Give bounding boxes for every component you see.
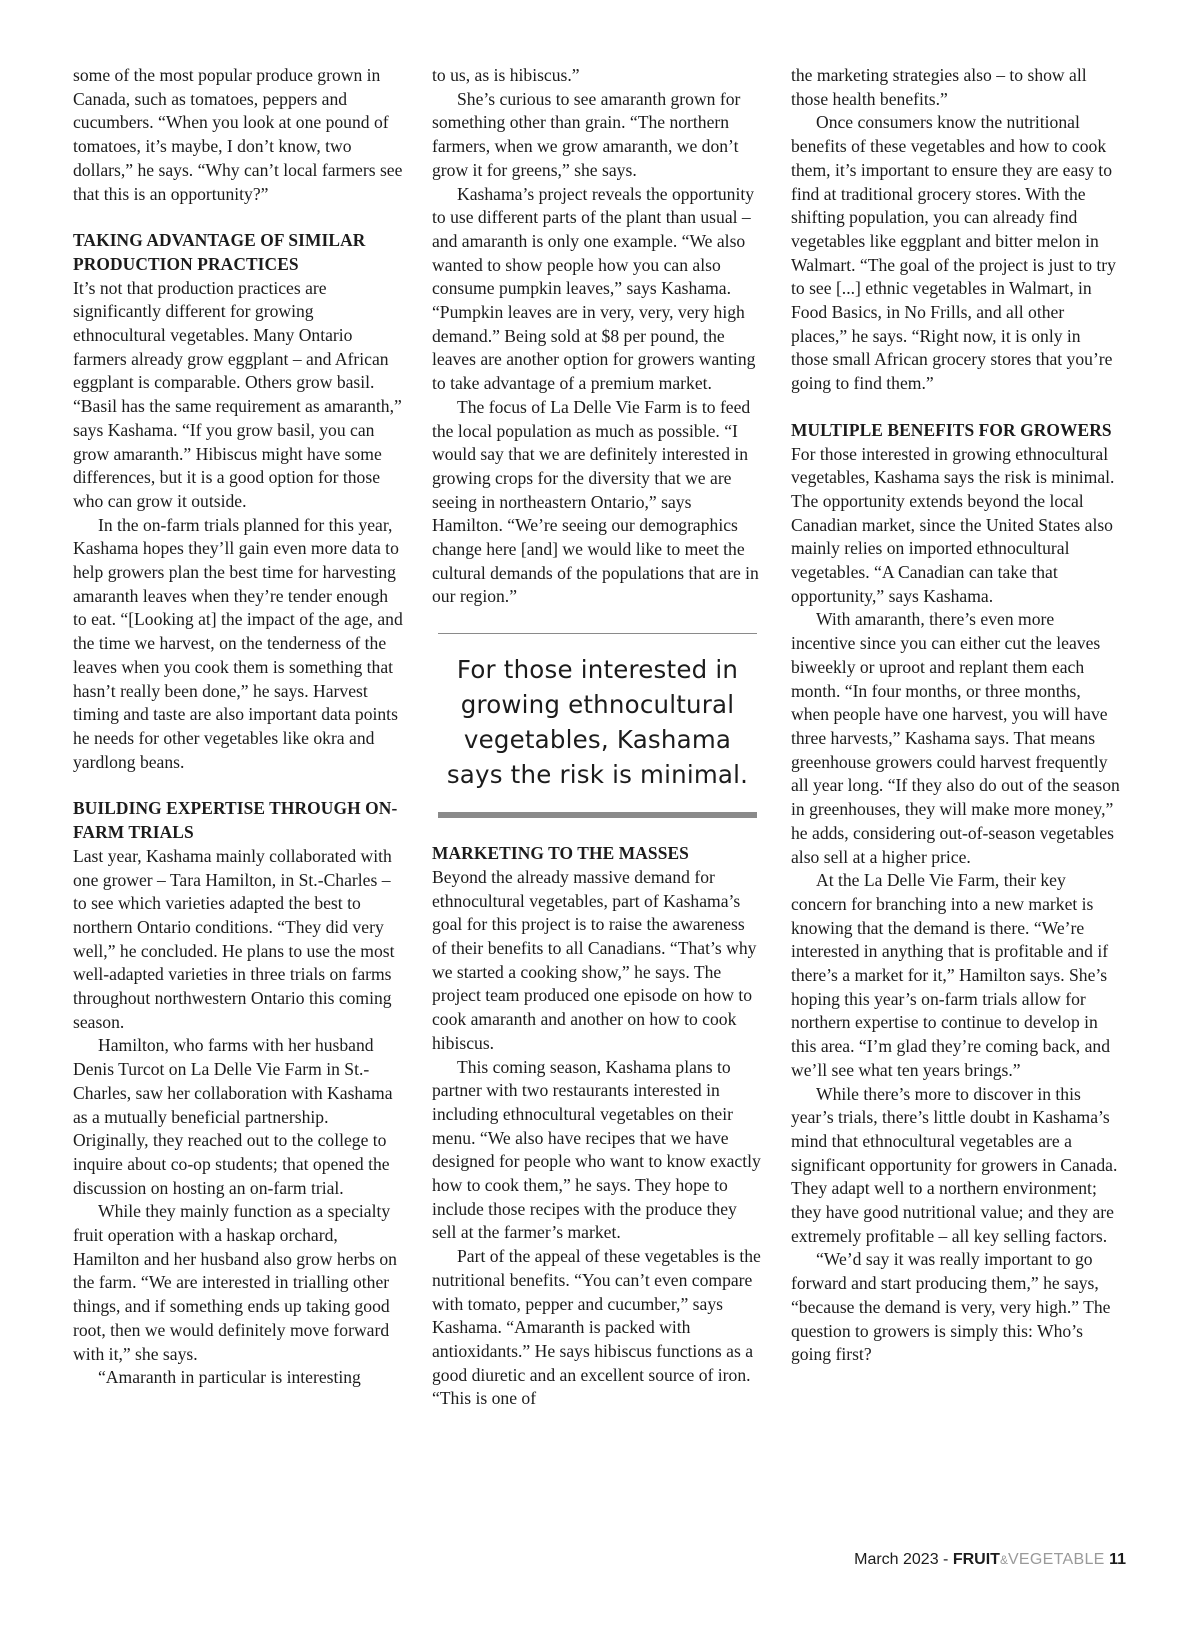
pull-quote-text: For those interested in growing ethnocultural vegetables, Kashama says the risk is minimal. xyxy=(446,655,749,790)
paragraph: “Amaranth in particular is interesting xyxy=(98,1367,361,1388)
issue-date: March 2023 - xyxy=(854,1551,949,1568)
article-column-1 xyxy=(73,64,404,1390)
section-heading: TAKING ADVANTAGE OF SIMILAR PRODUCTION PRACTICES xyxy=(73,230,366,274)
pull-quote-bottom-rule xyxy=(438,812,757,818)
paragraph: She’s curious to see amaranth grown for something other than grain. “The northern farmers, when we grow amaranth, we don’t grow it for greens,” she says. xyxy=(432,88,741,180)
magazine-name-fruit: FRUIT xyxy=(952,1551,1000,1568)
section-heading: MARKETING TO THE MASSES xyxy=(432,843,689,864)
page-number: 11 xyxy=(1109,1551,1126,1568)
article-column-2 xyxy=(432,64,763,1411)
magazine-name-ampersand: & xyxy=(999,1553,1008,1567)
pull-quote xyxy=(438,633,757,818)
paragraph: For those interested in growing ethnocultural vegetables, Kashama says the risk is minimal. The opportunity extends beyond the local Canadian market, since the United States also mainly relies on imported ethnocultural vegetables. “A Canadian can take that opportunity,” says Kashama. xyxy=(791,443,1115,606)
paragraph: “We’d say it was really important to go forward and start producing them,” he says, “because the demand is very, very high.” The question to growers is simply this: Who’s going first? xyxy=(791,1249,1111,1365)
paragraph: the marketing strategies also – to show all those health benefits.” xyxy=(791,65,1087,109)
section-heading: MULTIPLE BENEFITS FOR GROWERS xyxy=(791,419,1112,440)
page-footer xyxy=(854,1551,1126,1569)
paragraph: Kashama’s project reveals the opportunity to use different parts of the plant than usual – and amaranth is only one example. “We also wanted to show people how you can also consume pumpkin leaves,” says Kashama. “Pumpkin leaves are in very, very, very high demand.” Being sold at $8 per pound, the leaves are another option for growers wanting to take advantage of a premium market. xyxy=(432,183,756,394)
paragraph: This coming season, Kashama plans to partner with two restaurants interested in including ethnocultural vegetables on their menu. “We also have recipes that we have designed for people who want to know exactly how to cook them,” he says. They hope to include those recipes with the produce they sell at the farmer’s market. xyxy=(432,1056,761,1243)
paragraph: In the on-farm trials planned for this year, Kashama hopes they’ll gain even more data to help growers plan the best time for harvesting amaranth leaves when they’re tender enough to eat. “[Looking at] the impact of the age, and the time we harvest, on the tenderness of the leaves when you cook them is something that hasn’t really been done,” he says. Harvest timing and taste are also important data points he needs for other vegetables like okra and yardlong beans. xyxy=(73,514,403,772)
section-heading: BUILDING EXPERTISE THROUGH ON-FARM TRIALS xyxy=(73,798,398,843)
paragraph: Once consumers know the nutritional benefits of these vegetables and how to cook them, it’s important to ensure they are easy to find at traditional grocery stores. With the shifting population, you can already find vegetables like eggplant and bitter melon in Walmart. “The goal of the project is just to try to see [...] ethnic vegetables in Walmart, in Food Basics, in No Frills, and all other places,” he says. “Right now, it is only in those small African grocery stores that you’re going to find them.” xyxy=(791,112,1116,394)
paragraph: While there’s more to discover in this year’s trials, there’s little doubt in Kashama’s mind that ethnocultural vegetables are a significant opportunity for growers in Canada. They adapt well to a northern environment; they have good nutritional value; and they are extremely profitable – all key selling factors. xyxy=(791,1083,1118,1246)
article-column-3 xyxy=(791,64,1122,1367)
paragraph: Hamilton, who farms with her husband Denis Turcot on La Delle Vie Farm in St.-Charles, saw her collaboration with Kashama as a mutually beneficial partnership. Originally, they reached out to the college to inquire about co-op students; that opened the discussion on hosting an on-farm trial. xyxy=(73,1035,393,1198)
paragraph: At the La Delle Vie Farm, their key concern for branching into a new market is knowing that the demand is there. “We’re interested in anything that is profitable and if there’s a market for it,” Hamilton says. She’s hoping this year’s on-farm trials allow for northern expertise to continue to develop in this area. “I’m glad they’re coming back, and we’ll see what ten years brings.” xyxy=(791,870,1110,1080)
paragraph: to us, as is hibiscus.” xyxy=(432,65,580,85)
magazine-name-vegetable: VEGETABLE xyxy=(1007,1551,1105,1568)
paragraph: Beyond the already massive demand for ethnocultural vegetables, part of Kashama’s goal for this project is to raise the awareness of their benefits to all Canadians. “That’s why we started a cooking show,” he says. The project team produced one episode on how to cook amaranth and another on how to cook hibiscus. xyxy=(432,866,757,1053)
paragraph: It’s not that production practices are significantly different for growing ethnocultural vegetables. Many Ontario farmers already grow eggplant – and African eggplant is comparable. Others grow basil. “Basil has the same requirement as amaranth,” says Kashama. “If you grow basil, you can grow amaranth.” Hibiscus might have some differences, but it is a good option for those who can grow it outside. xyxy=(73,277,402,511)
paragraph: Part of the appeal of these vegetables is the nutritional benefits. “You can’t even compare with tomato, pepper and cucumber,” says Kashama. “Amaranth is packed with antioxidants.” He says hibiscus functions as a good diuretic and an excellent source of iron. “This is one of xyxy=(432,1246,761,1409)
paragraph: Last year, Kashama mainly collaborated with one grower – Tara Hamilton, in St.-Charles – to see which varieties adapted the best to northern Ontario conditions. “They did very well,” he concluded. He plans to use the most well-adapted varieties in three trials on farms throughout northwestern Ontario this coming season. xyxy=(73,845,395,1032)
paragraph: While they mainly function as a specialty fruit operation with a haskap orchard, Hamilton and her husband also grow herbs on the farm. “We are interested in trialling other things, and if something ends up taking good root, then we would definitely move forward with it,” she says. xyxy=(73,1201,397,1364)
paragraph: some of the most popular produce grown in Canada, such as tomatoes, peppers and cucumbers. “When you look at one pound of tomatoes, it’s maybe, I don’t know, two dollars,” he says. “Why can’t local farmers see that this is an opportunity?” xyxy=(73,65,403,204)
paragraph: The focus of La Delle Vie Farm is to feed the local population as much as possible. “I would say that we are definitely interested in growing crops for the diversity that we are seeing in northeastern Ontario,” says Hamilton. “We’re seeing our demographics change here [and] we would like to meet the cultural demands of the populations that are in our region.” xyxy=(432,396,759,607)
paragraph: With amaranth, there’s even more incentive since you can either cut the leaves biweekly or uproot and replant them each month. “In four months, or three months, when people have one harvest, you will have three harvests,” Kashama says. That means greenhouse growers could harvest frequently all year long. “If they also do out of the season in greenhouses, they will make more money,” he adds, considering out-of-season vegetables also sell at a higher price. xyxy=(791,609,1120,867)
